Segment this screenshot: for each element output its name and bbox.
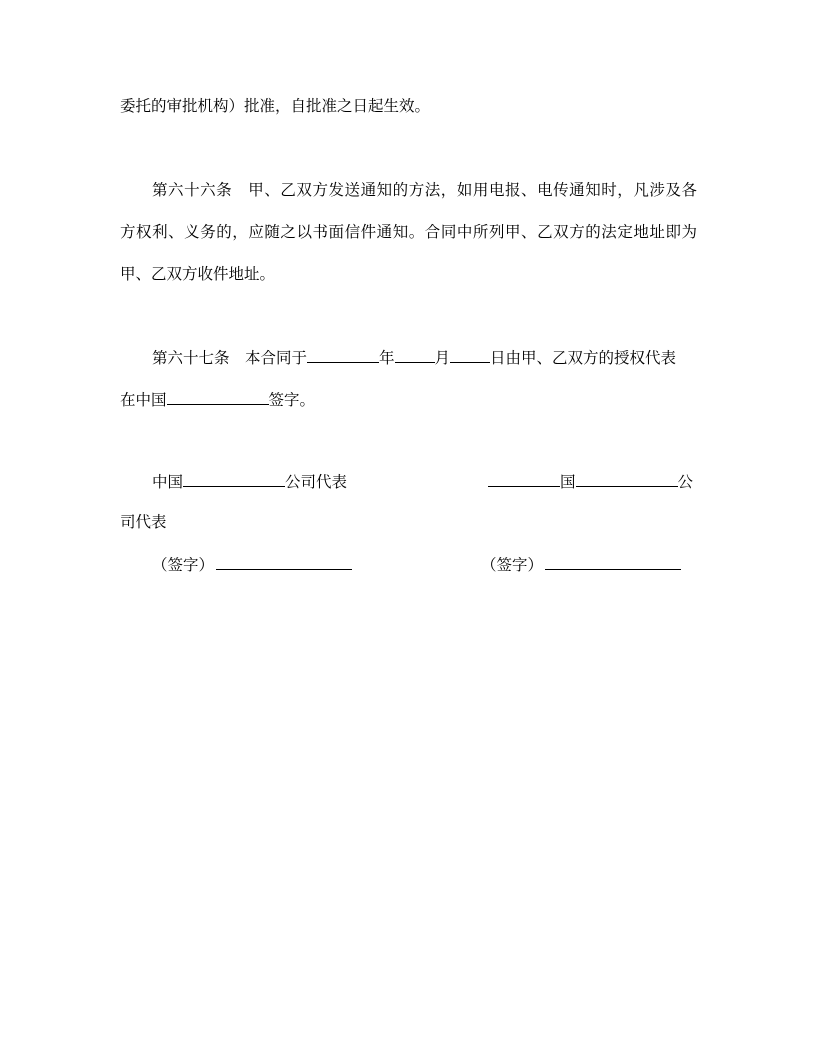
text-line-approval [120, 96, 700, 116]
left-signature-blank[interactable] [216, 553, 352, 570]
article-66-text-2: 方权利、义务的，应随之以书面信件通知。合同中所列甲、乙双方的法定地址即为 [120, 223, 697, 241]
article-66-line-1 [152, 180, 697, 200]
year-blank[interactable] [307, 346, 379, 363]
approval-text: 委托的审批机构）批准，自批准之日起生效。 [120, 97, 431, 115]
article-66-line-2 [120, 222, 697, 242]
month-label: 月 [434, 349, 451, 367]
day-blank[interactable] [450, 346, 490, 363]
article-67-line-1 [152, 346, 712, 366]
right-party-line [488, 470, 693, 490]
left-party-prefix: 中国 [152, 473, 184, 491]
left-signature-line [152, 553, 352, 573]
left-party-line [152, 470, 347, 490]
year-label: 年 [379, 349, 395, 367]
left-party-suffix: 公司代表 [285, 473, 348, 491]
left-company-blank[interactable] [183, 470, 285, 487]
article-67-text-b: 日由甲、乙双方的授权代表 [490, 349, 677, 367]
right-signature-blank[interactable] [545, 553, 681, 570]
location-blank[interactable] [167, 388, 269, 405]
article-67-line-2 [120, 388, 700, 408]
article-66-text-1: 第六十六条 甲、乙双方发送通知的方法，如用电报、电传通知时，凡涉及各 [152, 181, 697, 199]
right-country-label: 国 [560, 473, 576, 491]
right-signature-line [481, 553, 681, 573]
right-country-blank[interactable] [488, 470, 560, 487]
article-67-text-a: 第六十七条 本合同于 [152, 349, 308, 367]
article-67-text-d: 签字。 [268, 391, 316, 409]
article-66-text-3: 甲、乙双方收件地址。 [120, 265, 276, 283]
right-party-suffix-a: 公 [677, 473, 694, 491]
month-blank[interactable] [395, 346, 435, 363]
right-party-suffix-b: 司代表 [120, 513, 167, 531]
left-signature-label: （签字） [152, 556, 215, 574]
article-67-text-c: 在中国 [120, 391, 167, 409]
right-signature-label: （签字） [481, 556, 544, 574]
right-company-blank[interactable] [576, 470, 678, 487]
article-66-line-3 [120, 264, 700, 284]
right-party-wrap-line [120, 512, 700, 532]
